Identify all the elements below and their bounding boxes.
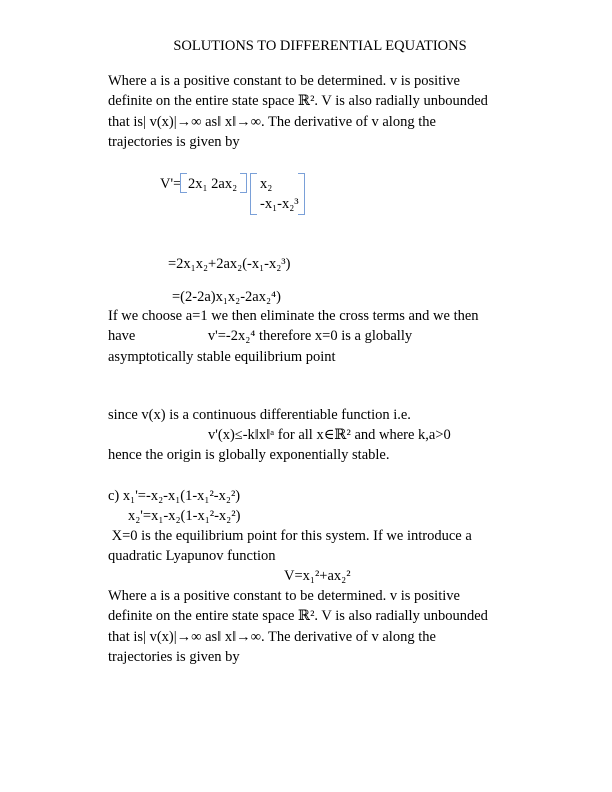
outro-paragraph <box>108 586 528 668</box>
derivation-step-1: =2x₁x₂+2ax₂(-x₁-x₂³) <box>168 256 291 272</box>
part-c-eq1: c) x₁'=-x₂-x₁(1-x₁²-x₂²) <box>108 488 241 504</box>
row-bracket-right <box>240 173 247 193</box>
col-bracket-right <box>298 173 305 215</box>
matrix-row-vector: 2x₁ 2ax₂ <box>188 176 238 192</box>
part-c-text-1: X=0 is the equilibrium point for this system. If we introduce a <box>108 528 472 544</box>
part-c-text-2: quadratic Lyapunov function <box>108 548 276 564</box>
choose-paragraph <box>108 306 528 367</box>
outro-line: trajectories is given by <box>108 649 240 666</box>
matrix-lhs: V'= <box>160 176 182 192</box>
outro-line: that is| v(x)|→∞ as‖ x‖→∞. The derivative of v along the <box>108 628 436 645</box>
since-line-2: v'(x)≤-k‖x‖ᵃ for all x∈ℝ² and where k,a>0 <box>208 427 451 443</box>
intro-line: trajectories is given by <box>108 134 240 151</box>
matrix-col-top: x₂ <box>260 176 273 192</box>
intro-paragraph <box>108 71 528 153</box>
row-bracket-left <box>180 173 187 193</box>
intro-line: definite on the entire state space ℝ². V is also radially unbounded <box>108 93 488 110</box>
page-title: SOLUTIONS TO DIFFERENTIAL EQUATIONS <box>173 38 467 54</box>
derivation-step-2: =(2-2a)x₁x₂-2ax₂⁴) <box>172 289 281 305</box>
choose-line: asymptotically stable equilibrium point <box>108 348 336 365</box>
outro-line: definite on the entire state space ℝ². V is also radially unbounded <box>108 608 488 625</box>
since-line-1: since v(x) is a continuous differentiable function i.e. <box>108 407 411 423</box>
matrix-col-bottom: -x₁-x₂³ <box>260 196 299 212</box>
intro-line: that is| v(x)|→∞ as‖ x‖→∞. The derivative of v along the <box>108 113 436 130</box>
choose-line: If we choose a=1 we then eliminate the cross terms and we then <box>108 308 479 324</box>
part-c-eq2: x₂'=x₁-x₂(1-x₁²-x₂²) <box>128 508 241 524</box>
choose-line: have v'=-2x₂⁴ therefore x=0 is a globally <box>108 328 413 345</box>
lyapunov-function: V=x₁²+ax₂² <box>284 568 351 584</box>
intro-line: Where a is a positive constant to be determined. v is positive <box>108 73 460 89</box>
outro-line: Where a is a positive constant to be determined. v is positive <box>108 588 460 604</box>
col-bracket-left <box>250 173 257 215</box>
since-line-3: hence the origin is globally exponentially stable. <box>108 447 390 463</box>
